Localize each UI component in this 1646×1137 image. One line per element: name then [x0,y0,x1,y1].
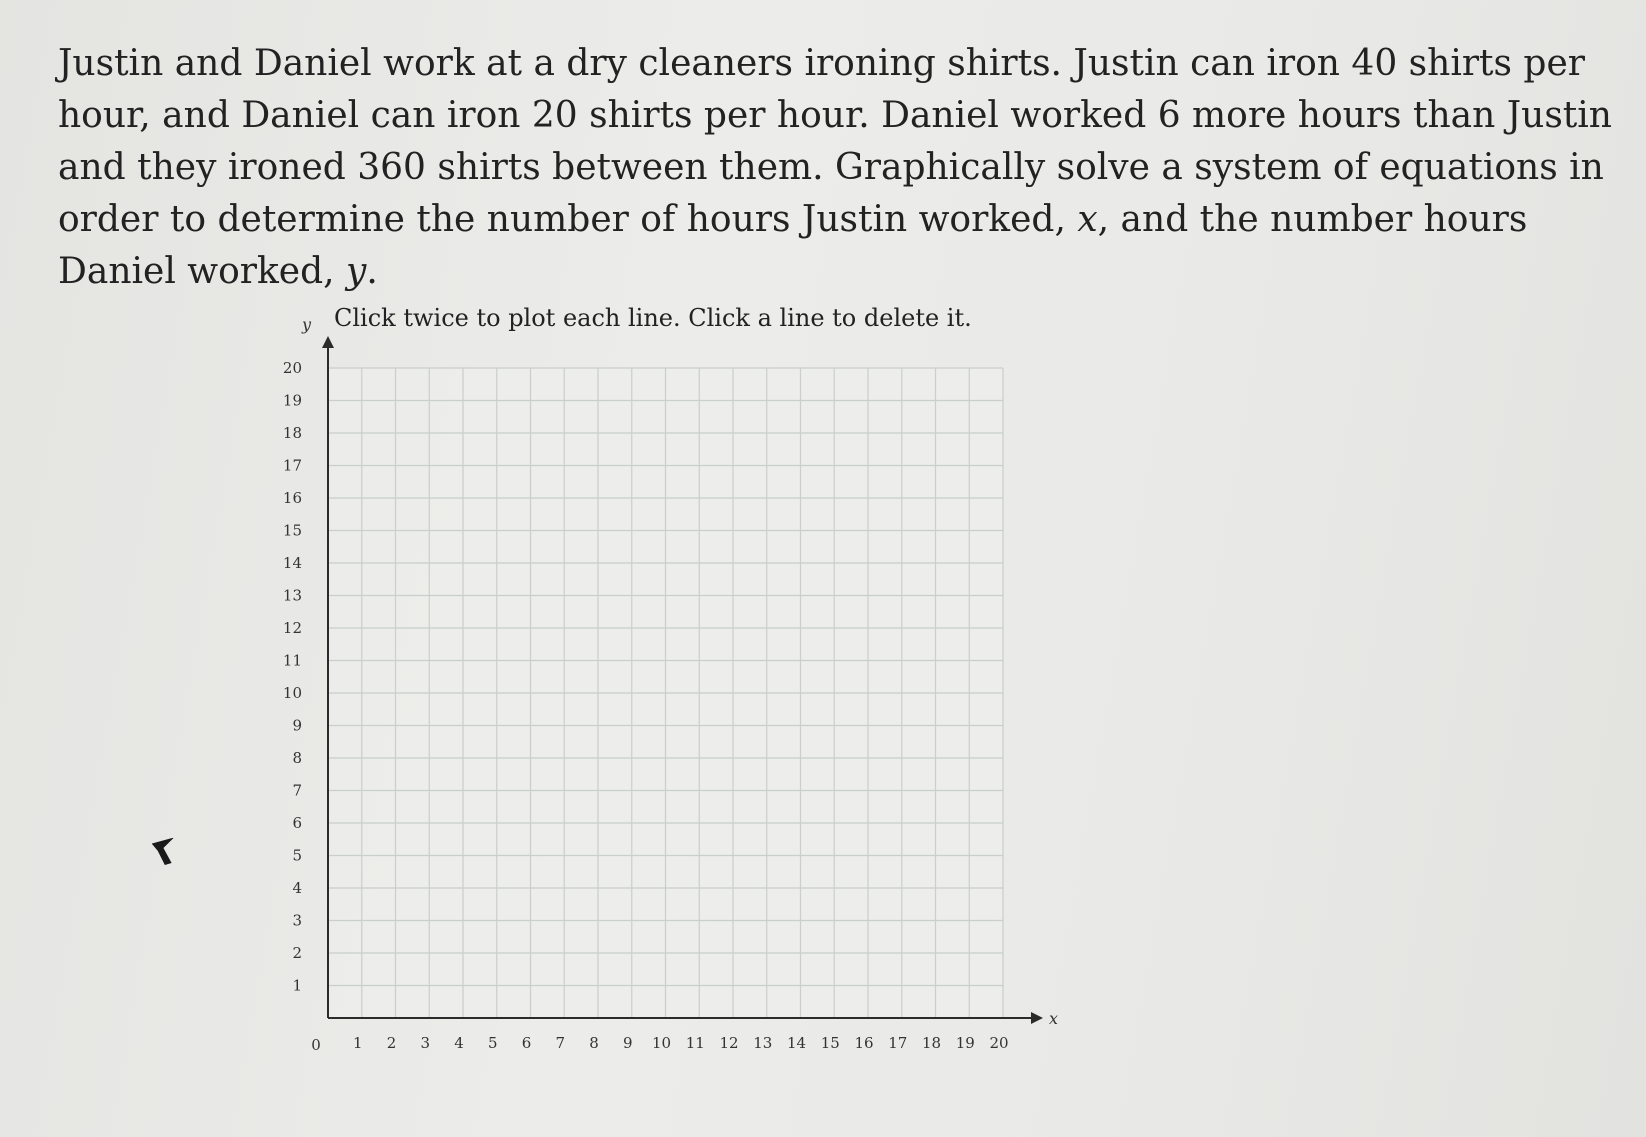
y-tick-label: 4 [292,879,302,897]
x-tick-label: 1 [352,1034,363,1052]
y-tick-label: 17 [282,456,302,475]
y-tick-label: 12 [282,619,302,637]
x-tick-label: 5 [487,1034,498,1052]
y-tick-label: 8 [292,749,302,767]
x-tick-label: 20 [989,1034,1009,1052]
x-tick-label: 10 [651,1034,672,1052]
x-tick-label: 3 [420,1034,431,1052]
y-tick-label: 9 [292,716,302,735]
x-axis-arrow-icon [1031,1012,1043,1024]
y-tick-label: 6 [292,814,302,832]
x-tick-label: 6 [521,1034,532,1052]
origin-label: 0 [311,1036,321,1054]
x-tick-label: 4 [454,1034,464,1052]
y-tick-label: 18 [282,424,302,442]
y-tick-label: 14 [282,554,302,572]
x-tick-label: 15 [820,1034,840,1052]
x-tick-label: 11 [685,1034,705,1052]
y-tick-label: 3 [292,911,302,930]
y-axis-label: y [302,315,312,334]
y-tick-label: 2 [292,944,302,962]
x-tick-label: 17 [888,1034,908,1052]
x-tick-label: 13 [753,1034,773,1052]
y-tick-label: 15 [282,521,302,540]
grid-lines [328,368,1003,1018]
graph-instruction: Click twice to plot each line. Click a line to delete it. [334,304,972,332]
x-tick-label: 2 [386,1034,397,1052]
y-tick-label: 16 [282,489,302,507]
y-tick-label: 11 [282,651,302,670]
y-tick-label: 5 [292,846,302,865]
x-tick-label: 7 [555,1034,566,1052]
problem-statement: Justin and Daniel work at a dry cleaners ironing shirts. Justin can iron 40 shirts per hour, and Daniel can iron 20 shirts per hour. Daniel worked 6 more hours than Justin and they ironed 360 shirts between them. Graphically solve a system of equations in order to determine the number of hours Justin worked, 𝑥, and the number hours Daniel worked, 𝑦. [58,43,1612,292]
x-tick-label: 9 [622,1034,633,1052]
y-tick-label: 7 [292,781,302,800]
y-tick-label: 13 [282,586,302,605]
y-axis-arrow-icon [322,336,334,348]
y-tick-label: 20 [282,359,302,377]
x-tick-label: 14 [786,1034,807,1052]
x-axis-label: x [1049,1009,1059,1028]
x-tick-label: 12 [719,1034,739,1052]
x-tick-label: 19 [955,1034,975,1052]
y-tick-label: 10 [282,684,302,702]
x-tick-label: 16 [854,1034,874,1052]
y-tick-label: 19 [282,391,302,410]
x-tick-label: 18 [921,1034,942,1052]
mouse-cursor-icon [152,838,178,866]
x-tick-label: 8 [589,1034,599,1052]
y-tick-label: 1 [292,976,302,995]
